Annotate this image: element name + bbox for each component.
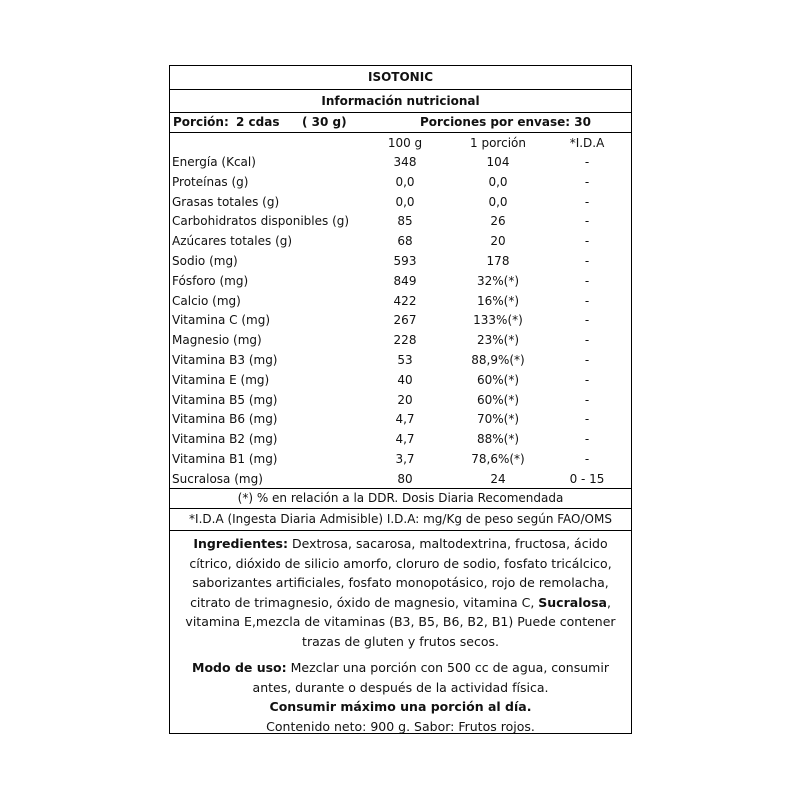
nutrient-row [170, 232, 631, 251]
nutrient-name: Carbohidratos disponibles (g) [172, 214, 350, 229]
usage-label: Modo de uso: [192, 660, 287, 675]
nutrient-per-portion: 104 [486, 155, 510, 169]
nutrient-name: Vitamina B3 (mg) [172, 353, 278, 367]
ingredients-label: Ingredientes: [193, 536, 288, 551]
nutrient-ida: - [584, 174, 590, 189]
nutrient-row [170, 430, 631, 449]
nutrient-row [170, 311, 631, 330]
nutrient-per-portion: 24 [490, 471, 506, 486]
nutrient-row [170, 193, 631, 212]
nutrient-name: Energía (Kcal) [172, 155, 256, 169]
ingredients-paragraph [172, 534, 629, 651]
nutrient-per-100g: 53 [397, 353, 413, 367]
nutrient-per-portion: 178 [486, 254, 510, 268]
nutrient-ida: - [584, 214, 590, 229]
nutrient-per-portion: 78,6%(*) [471, 452, 525, 466]
nutrient-ida: 0 - 15 [569, 471, 605, 486]
nutrient-per-portion: 16%(*) [476, 293, 520, 308]
nutrient-ida: - [584, 234, 590, 249]
nutrient-per-portion: 60%(*) [476, 392, 520, 407]
nutrient-per-portion: 0,0 [488, 194, 508, 209]
nutrient-row [170, 292, 631, 311]
nutrient-row [170, 252, 631, 271]
nutrient-per-portion: 20 [490, 234, 506, 249]
nutrient-per-100g: 228 [393, 333, 417, 348]
nutrient-per-portion: 88%(*) [476, 432, 520, 447]
nutrient-per-portion: 26 [490, 214, 506, 229]
nutrient-row [170, 212, 631, 231]
nutrient-row [170, 173, 631, 192]
nutrient-per-portion: 32%(*) [476, 273, 520, 288]
nutrient-per-portion: 60%(*) [476, 372, 520, 387]
section-title: Información nutricional [170, 90, 631, 113]
nutrient-name: Vitamina B2 (mg) [172, 432, 278, 447]
nutrient-per-portion: 70%(*) [476, 412, 520, 427]
nutrient-per-100g: 0,0 [395, 194, 415, 209]
nutrient-name: Proteínas (g) [172, 174, 249, 189]
nutrient-row [170, 470, 631, 489]
nutrient-per-100g: 422 [393, 293, 417, 308]
nutrient-name: Vitamina E (mg) [172, 372, 270, 387]
ingredients-text-after: , vitamina E,mezcla de vitaminas (B3, B5, B6, B2, B1) Puede contener trazas de gluten y frutos secos. [185, 594, 616, 649]
nutrient-row [170, 351, 631, 370]
nutrient-per-100g: 0,0 [395, 174, 415, 189]
nutrient-per-100g: 85 [397, 214, 413, 229]
footnote-ida: *I.D.A (Ingesta Diaria Admisible) I.D.A: mg/Kg de peso según FAO/OMS [170, 509, 631, 531]
nutrient-per-portion: 0,0 [488, 174, 508, 189]
nutrient-row [170, 410, 631, 429]
nutrient-name: Vitamina C (mg) [172, 313, 270, 328]
header-portion: 1 porción [470, 136, 526, 150]
nutrient-per-100g: 68 [397, 234, 413, 249]
portion-row [170, 113, 631, 133]
net-content: Contenido neto: 900 g. Sabor: Frutos rojos. [266, 718, 535, 734]
nutrient-per-100g: 593 [393, 254, 417, 268]
servings-per-container: Porciones por envase: 30 [420, 115, 591, 129]
nutrient-row [170, 153, 631, 172]
nutrient-ida: - [584, 273, 590, 288]
usage-text: Mezclar una porción con 500 cc de agua, consumir antes, durante o después de la actividad física. [252, 660, 609, 695]
nutrient-name: Sucralosa (mg) [172, 471, 263, 486]
nutrient-name: Calcio (mg) [172, 293, 241, 308]
nutrient-ida: - [584, 452, 590, 466]
nutrition-label [169, 65, 632, 734]
footnote-ddr: (*) % en relación a la DDR. Dosis Diaria Recomendada [170, 489, 631, 509]
product-name: ISOTONIC [170, 66, 631, 90]
nutrient-name: Vitamina B5 (mg) [172, 392, 278, 407]
nutrient-ida: - [584, 254, 590, 268]
nutrient-name: Azúcares totales (g) [172, 234, 293, 249]
portion-weight: ( 30 g) [302, 115, 347, 129]
nutrient-ida: - [584, 155, 590, 169]
nutrient-per-100g: 348 [393, 155, 417, 169]
nutrient-per-portion: 133%(*) [473, 313, 523, 328]
nutrient-per-portion: 23%(*) [476, 333, 520, 348]
nutrient-ida: - [584, 353, 590, 367]
nutrient-name: Fósforo (mg) [172, 273, 249, 288]
nutrient-ida: - [584, 412, 590, 427]
nutrient-per-100g: 80 [397, 471, 413, 486]
nutrient-ida: - [584, 194, 590, 209]
portion-label: Porción: [173, 115, 229, 129]
nutrient-ida: - [584, 293, 590, 308]
nutrient-per-100g: 4,7 [395, 412, 415, 427]
nutrient-ida: - [584, 372, 590, 387]
nutrient-per-100g: 267 [393, 313, 417, 328]
nutrient-row [170, 371, 631, 390]
nutrient-ida: - [584, 333, 590, 348]
nutrient-per-100g: 849 [393, 273, 417, 288]
nutrient-ida: - [584, 432, 590, 447]
nutrient-per-100g: 20 [397, 392, 413, 407]
usage-paragraph [172, 658, 629, 736]
nutrient-ida: - [584, 392, 590, 407]
table-header-row [170, 134, 631, 153]
usage-warning: Consumir máximo una porción al día. [269, 699, 532, 714]
ingredients-text-before: Dextrosa, sacarosa, maltodextrina, fructosa, ácido cítrico, dióxido de silicio amorfo, cloruro de sodio, fosfato tricálcico, saborizantes artificiales, fosfato monopotásico, rojo de remolacha, citrato de trimagnesio, óxido de magnesio, vitamina C, [189, 536, 612, 610]
nutrient-name: Magnesio (mg) [172, 333, 262, 348]
nutrient-per-100g: 4,7 [395, 432, 415, 447]
nutrient-per-portion: 88,9%(*) [471, 353, 525, 367]
nutrient-row [170, 450, 631, 469]
nutrient-row [170, 272, 631, 291]
header-ida: *I.D.A [569, 136, 605, 150]
nutrient-per-100g: 3,7 [395, 452, 415, 466]
nutrient-row [170, 331, 631, 350]
nutrient-name: Sodio (mg) [172, 254, 238, 268]
nutrient-name: Vitamina B1 (mg) [172, 452, 278, 466]
nutrient-row [170, 391, 631, 410]
header-100g: 100 g [387, 136, 423, 150]
nutrient-name: Grasas totales (g) [172, 194, 280, 209]
ingredients-highlight: Sucralosa [538, 594, 607, 610]
portion-size: 2 cdas [236, 115, 280, 129]
nutrient-ida: - [584, 313, 590, 328]
nutrient-table [170, 133, 631, 489]
nutrient-name: Vitamina B6 (mg) [172, 412, 278, 427]
nutrient-per-100g: 40 [397, 372, 413, 387]
